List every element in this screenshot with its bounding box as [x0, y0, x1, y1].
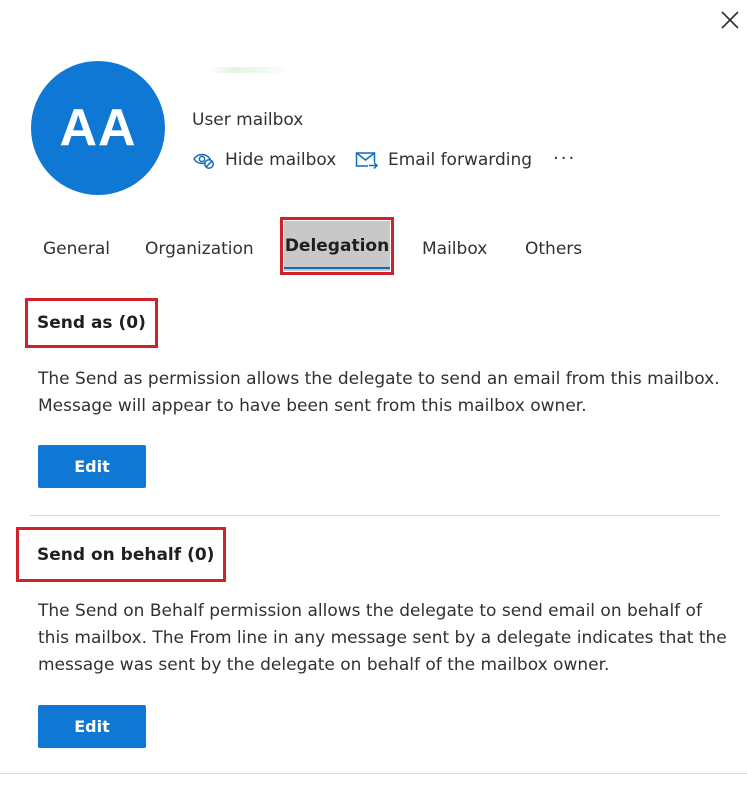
- tab-delegation-label: Delegation: [284, 221, 390, 271]
- tab-general[interactable]: General: [43, 239, 110, 259]
- email-forwarding-label: Email forwarding: [388, 150, 533, 170]
- tab-list: [0, 220, 747, 280]
- send-on-behalf-edit-button[interactable]: Edit: [38, 705, 146, 748]
- tab-others[interactable]: Others: [525, 239, 583, 259]
- send-as-edit-button[interactable]: Edit: [38, 445, 146, 488]
- more-horizontal-icon: ···: [553, 147, 577, 169]
- more-actions-button[interactable]: [553, 145, 576, 171]
- tab-delegation[interactable]: [280, 217, 394, 275]
- tab-mailbox[interactable]: Mailbox: [422, 239, 488, 259]
- mail-forward-icon: [355, 150, 379, 170]
- eye-hide-icon: [192, 150, 216, 170]
- hide-mailbox-button[interactable]: [192, 147, 336, 173]
- tab-organization[interactable]: Organization: [145, 239, 254, 259]
- email-forwarding-button[interactable]: [355, 147, 532, 173]
- selected-tab-indicator: [284, 267, 390, 269]
- section-divider: [30, 515, 720, 516]
- bottom-divider: [0, 773, 747, 774]
- avatar: AA: [31, 61, 165, 195]
- mailbox-type-label: User mailbox: [192, 110, 304, 130]
- hide-mailbox-label: Hide mailbox: [225, 150, 337, 170]
- send-as-heading: Send as (0): [25, 298, 158, 348]
- send-on-behalf-heading: Send on behalf (0): [16, 527, 226, 582]
- close-button[interactable]: [716, 8, 744, 36]
- display-name-redacted: [207, 67, 289, 73]
- send-on-behalf-description: The Send on Behalf permission allows the delegate to send email on behalf of this mailbox. The From line in any message sent by a delegate indicates that the message was sent by the delegate on behalf of the mailbox owner.: [38, 601, 727, 675]
- close-icon: [721, 11, 739, 33]
- send-as-description: The Send as permission allows the delegate to send an email from this mailbox. Message will appear to have been sent from this mailbox owner.: [38, 369, 720, 416]
